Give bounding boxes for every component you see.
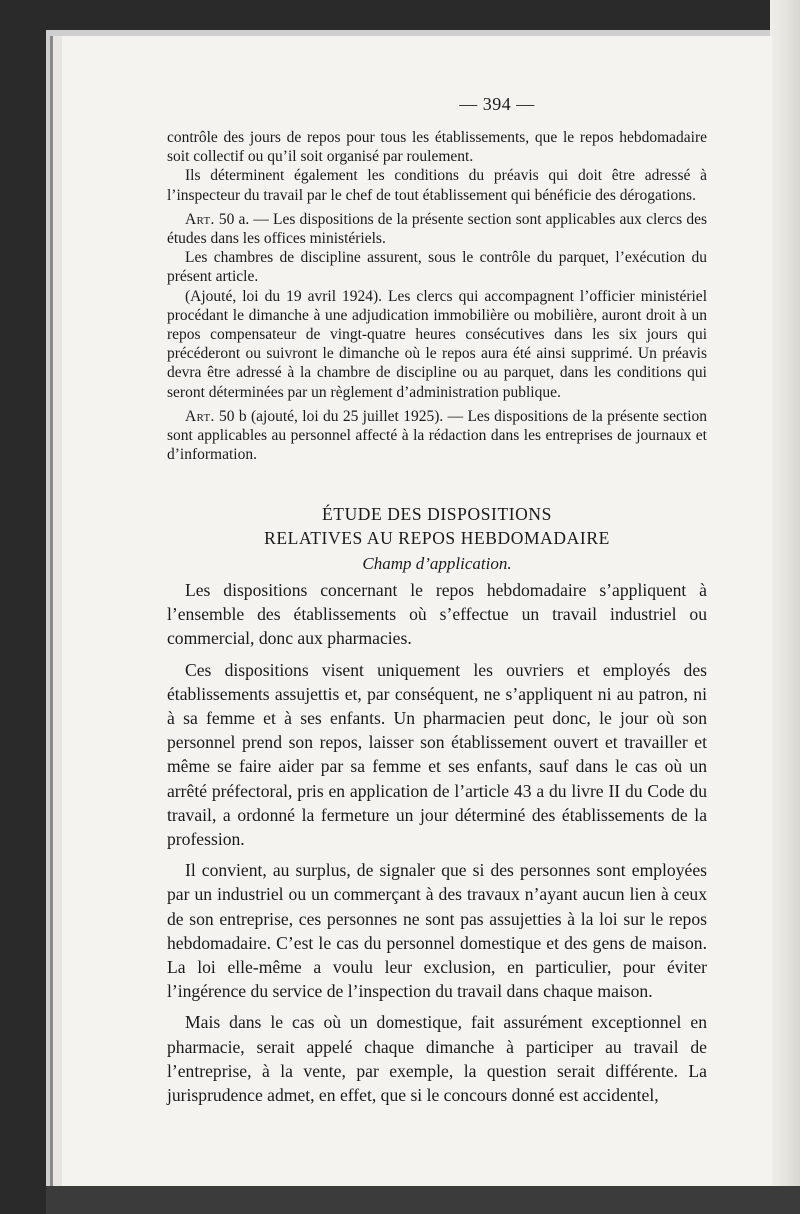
paragraph-controle: contrôle des jours de repos pour tous les établissements, que le repos hebdomadaire soit collectif ou qu’il soit organisé par roulement. [167,129,707,166]
article-label: Art. [185,407,215,425]
page-number: — 394 — [459,94,535,114]
paragraph-ajoute: (Ajouté, loi du 19 avril 1924). Les clercs qui accompagnent l’officier ministériel procédant le dimanche à une adjudication immobilière ou mobilière, auront droit à un repos compensateur de vingt-quatre heures consécutives dans les six jours qui précéderont ou suivront le dimanche où le repos aura été ainsi supprimé. Un préavis devra être adressé à la chambre de discipline ou au parquet, dans les conditions qui seront déterminées par un règlement d’administration publique. [167,287,707,401]
section-title-line1: ÉTUDE DES DISPOSITIONS [321,504,552,524]
book-binding-edge [0,0,62,1214]
article-number: 50 a. [218,210,250,228]
article-number: 50 b [219,407,247,425]
paragraph-dispositions: Les dispositions concernant le repos hebdomadaire s’appliquent à l’ensemble des établissements où s’effectue un travail industriel ou commercial, donc aux pharmacies. [167,580,707,649]
scan-bottom-edge [46,1186,800,1214]
page-right-edge [770,0,800,1214]
article-50a [167,210,707,248]
main-text-block [167,578,707,1107]
section-title-line2: RELATIVES AU REPOS HEBDOMADAIRE [264,528,610,548]
subsection-title: Champ d’application. [362,554,512,573]
scan-top-edge [46,0,800,36]
article-text: — Les dispositions de la présente section sont applicables aux clercs des études dans les offices ministériels. [167,210,708,248]
paragraph-chambres: Les chambres de discipline assurent, sous le contrôle du parquet, l’exécution du présent article. [167,249,707,286]
paragraph-jurisprudence: Mais dans le cas où un domestique, fait assurément exceptionnel en pharmacie, serait appelé chaque dimanche à participer au travail de l’entreprise, à la vente, par exemple, la question serait différente. La jurisprudence admet, en effet, que si le concours donné est accidentel, [167,1012,707,1106]
article-label: Art. [185,210,215,228]
paragraph-preavis: Ils déterminent également les conditions du préavis qui doit être adressé à l’inspecteur du travail par le chef de tout établissement qui bénéficie des dérogations. [167,167,707,204]
paragraph-domestique: Il convient, au surplus, de signaler que si des personnes sont employées par un industriel ou un commerçant à des travaux n’ayant aucun lien à ceux de son entreprise, ces personnes ne sont pas assujetties à la loi sur le repos hebdomadaire. C’est le cas du personnel domestique et des gens de maison. La loi elle-même a voulu leur exclusion, en particulier, pour éviter l’ingérence du service de l’inspection du travail dans chaque maison. [167,860,707,1002]
paragraph-ouvriers: Ces dispositions visent uniquement les ouvriers et employés des établissements assujettis et, par conséquent, ne s’appliquent ni au patron, ni à sa femme et à ses enfants. Un pharmacien peut donc, le jour où son personnel prend son repos, laisser son établissement ouvert et travailler et même se faire aider par sa femme et ses enfants, sauf dans le cas où un arrêté préfectoral, pris en application de l’article 43 a du livre II du Code du travail, a ordonné la fermeture un jour déterminé des établissements de la profession. [167,659,707,850]
article-50b [167,407,707,465]
upper-text-block [167,128,707,464]
article-text: (ajouté, loi du 25 juillet 1925). — Les dispositions de la présente section sont applicables au personnel affecté à la rédaction dans les entreprises de journaux et d’information. [167,407,708,464]
book-page [62,36,772,1186]
section-title [167,502,707,550]
